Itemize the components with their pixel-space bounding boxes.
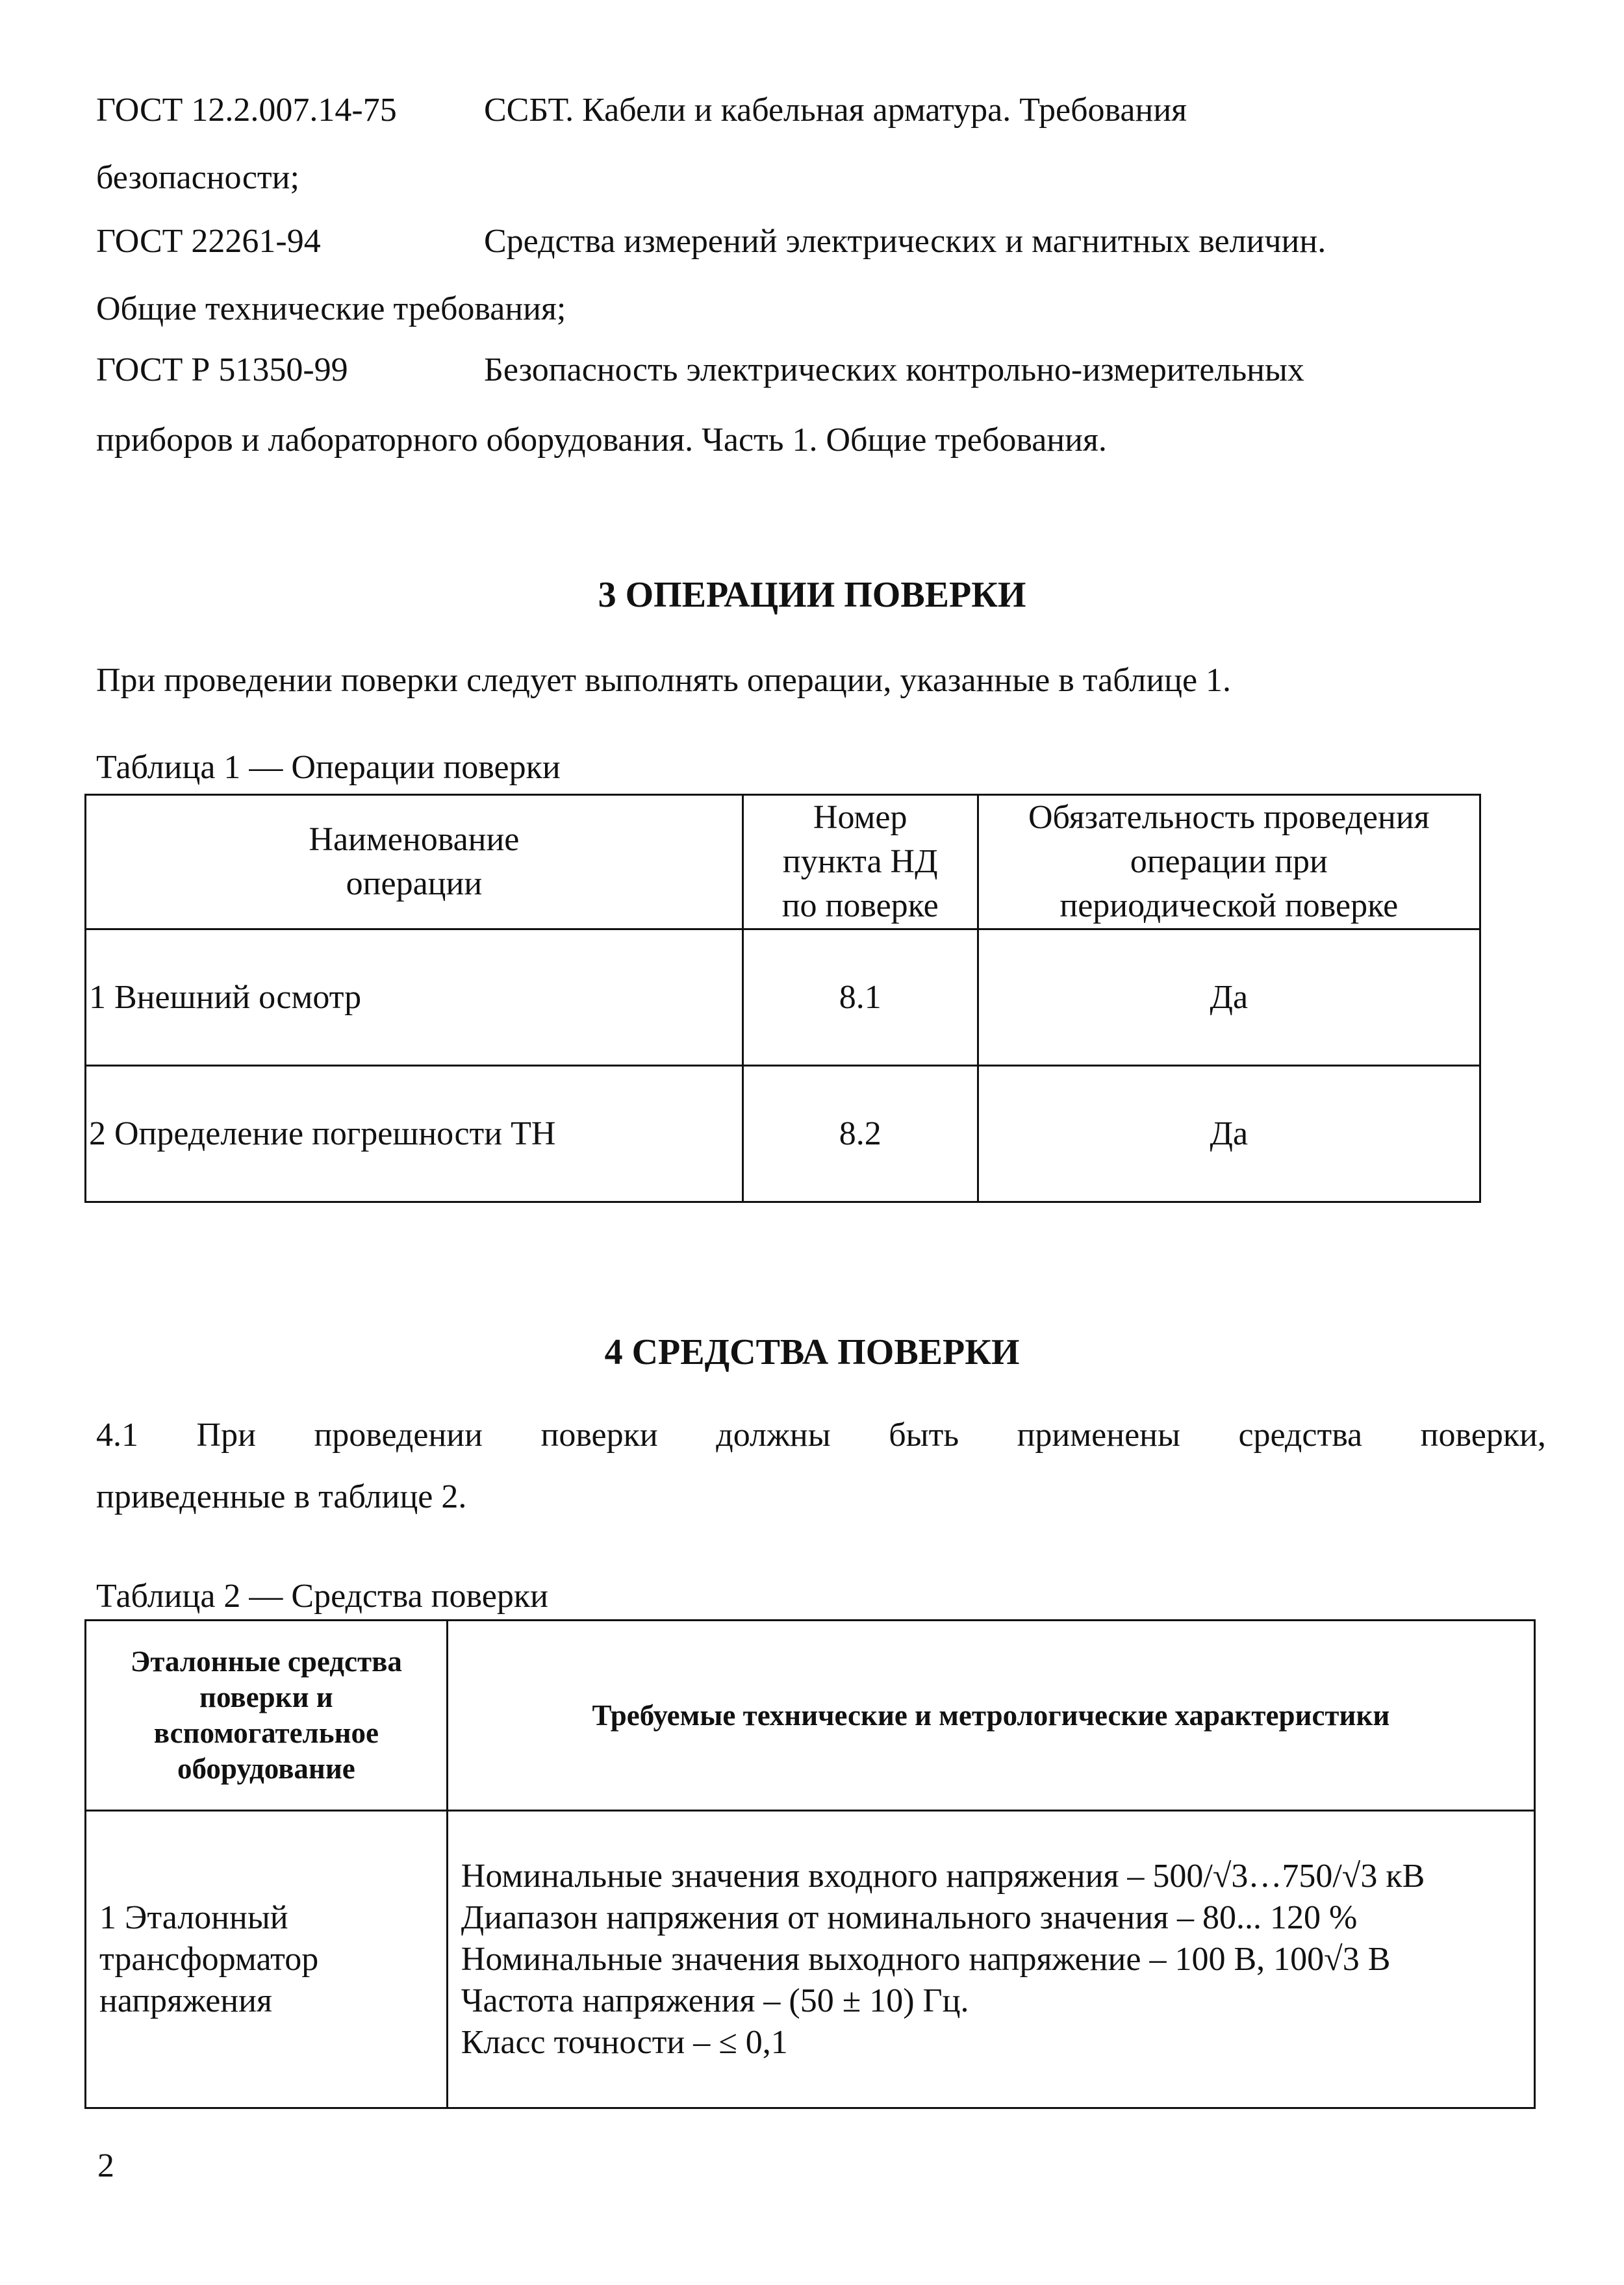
reference-code: ГОСТ 22261-94	[96, 223, 321, 260]
instruments-table	[84, 1619, 1536, 2109]
section-paragraph-line: 4.1 При проведении поверки должны быть применены средства поверки,	[96, 1417, 1546, 1454]
spec-line: Номинальные значения входного напряжения – 500/√3…750/√3 кВ	[461, 1857, 1425, 1895]
spec-line: Частота напряжения – (50 ± 10) Гц.	[461, 1982, 969, 2019]
table-header-cell: Эталонные средства поверки и вспомогательное оборудование	[86, 1621, 448, 1811]
table-cell: 8.1	[742, 929, 978, 1066]
table-cell: Да	[978, 1066, 1480, 1202]
table-caption: Таблица 2 — Средства поверки	[96, 1578, 548, 1615]
table-header-cell: Обязательность проведения операции при периодической поверке	[978, 795, 1480, 929]
spec-line: Диапазон напряжения от номинального значения – 80... 120 %	[461, 1899, 1358, 1936]
table-cell: 2 Определение погрешности ТН	[86, 1066, 743, 1202]
table-cell	[447, 1811, 1534, 2108]
reference-title: ССБТ. Кабели и кабельная арматура. Требования	[484, 92, 1187, 129]
table-cell: Да	[978, 929, 1480, 1066]
page-number: 2	[97, 2147, 114, 2184]
reference-code: ГОСТ 12.2.007.14-75	[96, 92, 397, 129]
table-cell: 1 Внешний осмотр	[86, 929, 743, 1066]
spec-line: Номинальные значения выходного напряжение – 100 В, 100√3 В	[461, 1940, 1391, 1978]
table-header-row	[86, 1621, 1535, 1811]
reference-title: Безопасность электрических контрольно-измерительных	[484, 351, 1304, 388]
reference-continuation: приборов и лабораторного оборудования. Часть 1. Общие требования.	[96, 422, 1107, 459]
reference-continuation: Общие технические требования;	[96, 290, 566, 327]
table-caption: Таблица 1 — Операции поверки	[96, 749, 561, 786]
table-row	[86, 929, 1480, 1066]
table-header-cell: Требуемые технические и метрологические характеристики	[447, 1621, 1534, 1811]
reference-title: Средства измерений электрических и магнитных величин.	[484, 223, 1326, 260]
spec-line: Класс точности – ≤ 0,1	[461, 2023, 788, 2061]
table-row	[86, 1066, 1480, 1202]
section-heading: 3 ОПЕРАЦИИ ПОВЕРКИ	[598, 575, 1026, 615]
table-cell: 8.2	[742, 1066, 978, 1202]
table-header-cell: Наименование операции	[86, 795, 743, 929]
table-header-row	[86, 795, 1480, 929]
operations-table	[84, 794, 1481, 1203]
table-header-cell: Номер пункта НД по поверке	[742, 795, 978, 929]
section-paragraph-line: приведенные в таблице 2.	[96, 1478, 467, 1515]
table-row	[86, 1811, 1535, 2108]
reference-continuation: безопасности;	[96, 159, 299, 196]
table-cell: 1 Эталонный трансформатор напряжения	[86, 1811, 448, 2108]
section-heading: 4 СРЕДСТВА ПОВЕРКИ	[604, 1332, 1020, 1372]
reference-code: ГОСТ Р 51350-99	[96, 351, 348, 388]
section-intro: При проведении поверки следует выполнять операции, указанные в таблице 1.	[96, 662, 1232, 699]
